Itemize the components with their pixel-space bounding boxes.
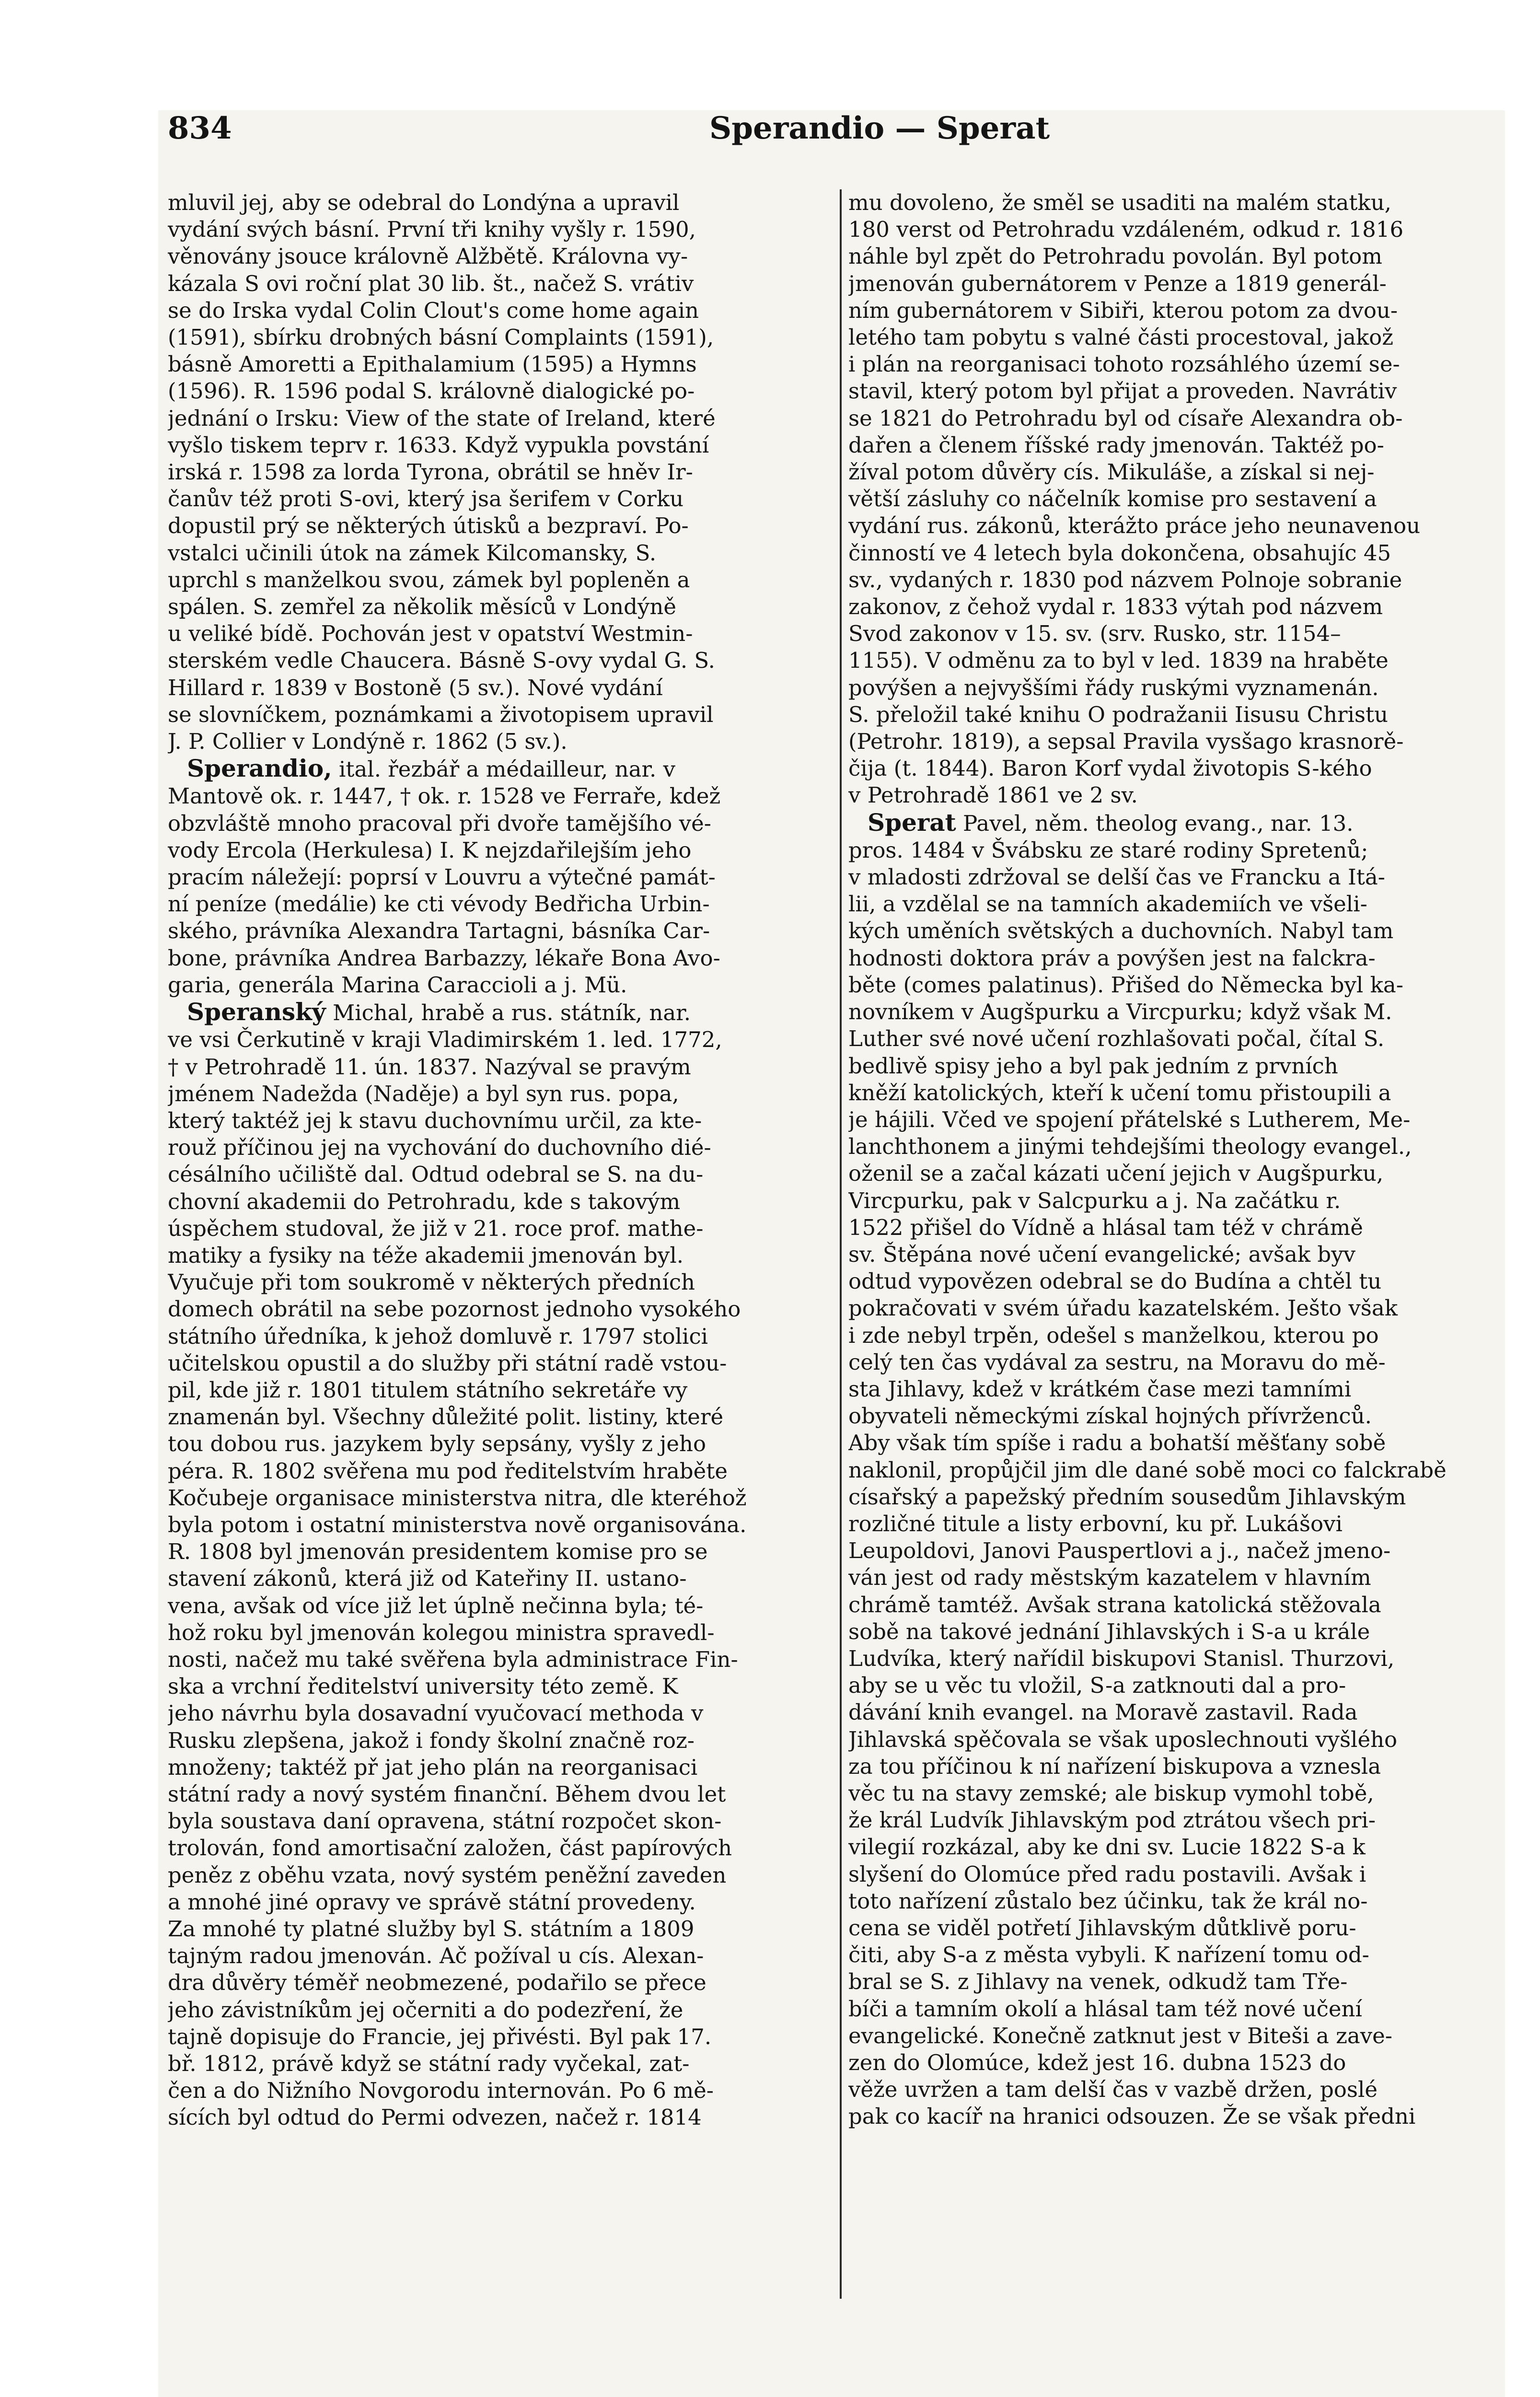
text-line: nosti, načež mu také svěřena byla administrace Fin- xyxy=(168,1646,738,1672)
text-line: Kočubeje organisace ministerstva nitra, dle kteréhož xyxy=(168,1485,747,1511)
text-line: vydání rus. zákonů, kterážto práce jeho neunavenou xyxy=(848,513,1421,539)
text-line: toto nařízení zůstalo bez účinku, tak že král no- xyxy=(848,1888,1368,1914)
text-line: je hájili. Včed ve spojení přátelské s Lutherem, Me- xyxy=(848,1106,1411,1132)
entry-text: ital. řezbář a médailleur, nar. v xyxy=(332,756,676,782)
text-line: dávání knih evangel. na Moravě zastavil. Rada xyxy=(848,1699,1358,1725)
text-line: lanchthonem a jinými tehdejšími theology evangel., xyxy=(848,1134,1412,1160)
text-line: mluvil jej, aby se odebral do Londýna a upravil xyxy=(168,190,680,215)
speransky-entry xyxy=(168,999,827,2131)
text-line: tajně dopisuje do Francie, jej přivésti. Byl pak 17. xyxy=(168,2024,712,2049)
text-line: odtud vypovězen odebral se do Budína a chtěl tu xyxy=(848,1268,1382,1294)
text-line: oženil se a začal kázati učení jejich v Augšpurku, xyxy=(848,1161,1384,1187)
text-line: sících byl odtud do Permi odvezen, načež r. 1814 xyxy=(168,2105,702,2130)
text-line: slyšení do Olomúce před radu postavili. Avšak i xyxy=(848,1861,1366,1887)
entry-headword: Speranský xyxy=(187,999,326,1026)
text-line: se 1821 do Petrohradu byl od císaře Alexandra ob- xyxy=(848,405,1403,431)
text-line: sta Jihlavy, kdež v krátkém čase mezi tamními xyxy=(848,1376,1352,1402)
text-line: 180 verst od Petrohradu vzdáleném, odkud r. 1816 xyxy=(848,217,1404,243)
text-line: Svod zakonov v 15. sv. (srv. Rusko, str. 1154– xyxy=(848,621,1341,647)
text-line: císařský a papežský předním sousedům Jihlavským xyxy=(848,1484,1406,1510)
text-line: rozličné titule a listy erbovní, ku př. Lukášovi xyxy=(848,1511,1343,1536)
entry-text: Pavel, něm. theolog evang., nar. 13. xyxy=(956,810,1354,836)
text-line: † v Petrohradě 11. ún. 1837. Nazýval se pravým xyxy=(168,1054,691,1080)
text-line: vstalci učinili útok na zámek Kilcomansky, S. xyxy=(168,540,657,566)
text-line: bedlivě spisy jeho a byl pak jedním z prvních xyxy=(848,1053,1338,1079)
text-line: ním gubernátorem v Sibiři, kterou potom za dvou- xyxy=(848,297,1398,323)
text-line: ska a vrchní ředitelství university této země. K xyxy=(168,1674,678,1699)
text-line: péra. R. 1802 svěřena mu pod ředitelstvím hraběte xyxy=(168,1458,728,1484)
text-line: stavil, který potom byl přijat a proveden. Navrátiv xyxy=(848,378,1397,404)
text-line: tajným radou jmenován. Ač požíval u cís. Alexan- xyxy=(168,1943,704,1969)
text-line: jménem Nadežda (Naděje) a byl syn rus. popa, xyxy=(168,1081,679,1106)
text-line: bone, právníka Andrea Barbazzy, lékaře Bona Avo- xyxy=(168,945,720,971)
text-line: větší zásluhy co náčelník komise pro sestavení a xyxy=(848,486,1377,512)
text-line: dra důvěry téměř neobmezené, podařilo se přece xyxy=(168,1970,706,1996)
text-line: čiti, aby S-a z města vybyli. K nařízení tomu od- xyxy=(848,1942,1369,1968)
text-line: dařen a členem říšské rady jmenován. Taktéž po- xyxy=(848,432,1384,458)
text-line: evangelické. Konečně zatknut jest v Biteši a zave- xyxy=(848,2023,1392,2048)
text-line: ve vsi Čerkutině v kraji Vladimirském 1. led. 1772, xyxy=(168,1027,722,1053)
text-line: pil, kde již r. 1801 titulem státního sekretáře vy xyxy=(168,1377,688,1403)
speransky-entry-continuation xyxy=(848,189,1507,809)
text-line: jeho závistníkům jej očerniti a do podezření, že xyxy=(168,1997,683,2023)
text-line: žíval potom důvěry cís. Mikuláše, a získal si nej- xyxy=(848,459,1375,485)
text-line: dopustil prý se některých útisků a bezpraví. Po- xyxy=(168,513,689,539)
text-line: zen do Olomúce, kdež jest 16. dubna 1523 do xyxy=(848,2050,1346,2076)
text-line xyxy=(168,999,827,1026)
text-line: trolován, fond amortisační založen, část papírových xyxy=(168,1835,732,1861)
text-line: vyšlo tiskem teprv r. 1633. Když vypukla povstání xyxy=(168,432,709,458)
text-line: (1591), sbírku drobných básní Complaints (1591), xyxy=(168,325,714,350)
text-line: v Petrohradě 1861 ve 2 sv. xyxy=(848,782,1138,808)
text-line: garia, generála Marina Caraccioli a j. Mü. xyxy=(168,972,627,998)
text-line: se slovníčkem, poznámkami a životopisem upravil xyxy=(168,701,714,727)
text-line: Vyučuje při tom soukromě v některých předních xyxy=(168,1269,695,1295)
text-line: úspěchem studoval, že již v 21. roce prof. mathe- xyxy=(168,1215,704,1241)
text-line: i plán na reorganisaci tohoto rozsáhlého území se- xyxy=(848,351,1400,377)
text-line: byla potom i ostatní ministerstva nově organisována. xyxy=(168,1512,747,1537)
text-line: pak co kacíř na hranici odsouzen. Že se však předni xyxy=(848,2104,1416,2129)
text-line: byla soustava daní opravena, státní rozpočet skon- xyxy=(168,1808,722,1834)
text-line: Hillard r. 1839 v Bostoně (5 sv.). Nové vydání xyxy=(168,675,663,700)
text-line: Vircpurku, pak v Salcpurku a j. Na začátku r. xyxy=(848,1187,1341,1213)
text-line: aby se u věc tu vložil, S-a zatknouti dal a pro- xyxy=(848,1673,1346,1699)
text-line: čen a do Nižního Novgorodu internován. Po 6 mě- xyxy=(168,2078,714,2104)
text-line: R. 1808 byl jmenován presidentem komise pro se xyxy=(168,1539,708,1565)
text-line: 1155). V odměnu za to byl v led. 1839 na hraběte xyxy=(848,648,1389,674)
text-line: cena se viděl potřetí Jihlavským důtklivě poru- xyxy=(848,1915,1356,1941)
text-line: (Petrohr. 1819), a sepsal Pravila vysšago krasnorě- xyxy=(848,729,1404,755)
text-line: S. přeložil také knihu O podražanii Iisusu Christu xyxy=(848,701,1389,727)
text-line: lii, a vzdělal se na tamních akademiích ve všeli- xyxy=(848,891,1367,917)
text-line: tou dobou rus. jazykem byly sepsány, vyšly z jeho xyxy=(168,1431,706,1457)
text-line: (1596). R. 1596 podal S. královně dialogické po- xyxy=(168,378,695,404)
text-line: že král Ludvík Jihlavským pod ztrátou všech pri- xyxy=(848,1807,1376,1833)
running-head: Sperandio — Sperat xyxy=(709,110,1050,146)
spenser-entry-continuation xyxy=(168,189,827,755)
text-line: obzvláště mnoho pracoval při dvoře tamějšího vé- xyxy=(168,810,711,836)
text-line: pros. 1484 v Švábsku ze staré rodiny Spretenů; xyxy=(848,837,1368,863)
text-line: Mantově ok. r. 1447, † ok. r. 1528 ve Ferraře, kdež xyxy=(168,783,721,809)
text-line: sv. Štěpána nové učení evangelické; avšak byv xyxy=(848,1241,1356,1267)
text-line: hodnosti doktora práv a povýšen jest na falckra- xyxy=(848,945,1376,971)
text-line: se do Irska vydal Colin Clout's come home again xyxy=(168,297,699,323)
text-line: césálního učiliště dal. Odtud odebral se S. na du- xyxy=(168,1162,704,1187)
text-line: vody Ercola (Herkulesa) I. K nejzdařilejším jeho xyxy=(168,837,692,863)
text-line: naklonil, propůjčil jim dle dané sobě moci co falckrabě xyxy=(848,1457,1447,1483)
text-line: státní rady a nový systém finanční. Během dvou let xyxy=(168,1781,726,1807)
text-line: uprchl s manželkou svou, zámek byl popleněn a xyxy=(168,567,690,593)
text-line: J. P. Collier v Londýně r. 1862 (5 sv.). xyxy=(168,729,567,755)
text-line: sobě na takové jednání Jihlavských i S-a u krále xyxy=(848,1618,1370,1644)
scan-margin xyxy=(0,0,72,2397)
text-line: učitelskou opustil a do služby při státní radě vstou- xyxy=(168,1350,727,1376)
page-number: 834 xyxy=(168,110,232,146)
text-line: kých uměních světských a duchovních. Nabyl tam xyxy=(848,918,1394,944)
text-line xyxy=(848,809,1507,837)
text-line: vena, avšak od více již let úplně nečinna byla; té- xyxy=(168,1593,704,1618)
text-line: věc tu na stavy zemské; ale biskup vymohl tobě, xyxy=(848,1780,1374,1806)
text-line: náhle byl zpět do Petrohradu povolán. Byl potom xyxy=(848,244,1382,269)
text-line: novníkem v Augšpurku a Vircpurku; když však M. xyxy=(848,999,1392,1025)
text-line: jednání o Irsku: View of the state of Ireland, které xyxy=(168,405,716,431)
sperandio-entry xyxy=(168,755,827,999)
text-line: celý ten čas vydával za sestru, na Moravu do mě- xyxy=(848,1349,1386,1375)
text-line: v mladosti zdržoval se delší čas ve Francku a Itá- xyxy=(848,864,1385,890)
text-line: věnovány jsouce královně Alžbětě. Královna vy- xyxy=(168,244,688,269)
text-line: domech obrátil na sebe pozornost jednoho vysokého xyxy=(168,1296,741,1322)
text-line: mu dovoleno, že směl se usaditi na malém statku, xyxy=(848,190,1391,215)
text-line: kázala S ovi roční plat 30 lib. št., načež S. vrátiv xyxy=(168,270,694,296)
text-line: ského, právníka Alexandra Tartagni, básníka Car- xyxy=(168,918,710,944)
column-divider xyxy=(840,189,842,2299)
text-line: kněží katolických, kteří k učení tomu přistoupili a xyxy=(848,1080,1391,1105)
text-line: a mnohé jiné opravy ve správě státní provedeny. xyxy=(168,1889,696,1915)
text-line: státního úředníka, k jehož domluvě r. 1797 stolici xyxy=(168,1323,708,1349)
left-column xyxy=(168,189,827,2304)
text-line: ván jest od rady městským kazatelem v hlavním xyxy=(848,1565,1371,1591)
text-line: peněz z oběhu vzata, nový systém peněžní zaveden xyxy=(168,1862,727,1888)
text-line: stavení zákonů, která již od Kateřiny II. ustano- xyxy=(168,1566,687,1592)
text-line: jmenován gubernátorem v Penze a 1819 generál- xyxy=(848,270,1387,296)
page-header xyxy=(168,110,1505,168)
text-line: čanův též proti S-ovi, který jsa šerifem v Corku xyxy=(168,486,684,512)
text-line: spálen. S. zemřel za několik měsíců v Londýně xyxy=(168,594,676,620)
text-line: pokračovati v svém úřadu kazatelském. Ješto však xyxy=(848,1295,1398,1321)
text-line: letého tam pobytu s valné části procestoval, jakož xyxy=(848,325,1393,350)
text-line: irská r. 1598 za lorda Tyrona, obrátil se hněv Ir- xyxy=(168,459,693,485)
entry-text: Michal, hrabě a rus. státník, nar. xyxy=(325,1000,691,1026)
text-line: množeny; taktéž př jat jeho plán na reorganisaci xyxy=(168,1754,698,1780)
text-line: Rusku zlepšena, jakož i fondy školní značně roz- xyxy=(168,1727,695,1753)
entry-headword: Sperandio, xyxy=(187,755,332,783)
text-line: činností ve 4 letech byla dokončena, obsahujíc 45 xyxy=(848,540,1391,566)
text-line: zakonov, z čehož vydal r. 1833 výtah pod názvem xyxy=(848,594,1383,620)
text-line: hož roku byl jmenován kolegou ministra spravedl- xyxy=(168,1619,715,1645)
text-line: Za mnohé ty platné služby byl S. státním a 1809 xyxy=(168,1916,695,1942)
text-line: bíči a tamním okolí a hlásal tam též nové učení xyxy=(848,1996,1362,2022)
text-line xyxy=(168,755,827,783)
text-line: sterském vedle Chaucera. Básně S-ovy vydal G. S. xyxy=(168,648,715,674)
text-line: který taktéž jej k stavu duchovnímu určil, za kte- xyxy=(168,1107,702,1133)
sperat-entry xyxy=(848,809,1507,2130)
text-line: za tou příčinou k ní nařízení biskupova a vznesla xyxy=(848,1753,1381,1779)
text-line: běte (comes palatinus). Přišed do Německa byl ka- xyxy=(848,972,1403,998)
text-line: znamenán byl. Všechny důležité polit. listiny, které xyxy=(168,1404,724,1430)
text-line: Luther své nové učení rozhlašovati počal, čítal S. xyxy=(848,1026,1385,1052)
text-line: Jihlavská spěčovala se však uposlechnouti vyšlého xyxy=(848,1726,1398,1752)
text-line: jeho návrhu byla dosavadní vyučovací methoda v xyxy=(168,1700,704,1726)
text-line: sv., vydaných r. 1830 pod názvem Polnoje sobranie xyxy=(848,567,1402,593)
text-line: obyvateli německými získal hojných přívrženců. xyxy=(848,1403,1372,1429)
text-line: povýšen a nejvyššími řády ruskými vyznamenán. xyxy=(848,675,1379,700)
right-column xyxy=(848,189,1507,2304)
text-line: Leupoldovi, Janovi Pauspertlovi a j., načež jmeno- xyxy=(848,1538,1391,1564)
text-line: u veliké bídě. Pochován jest v opatství Westmin- xyxy=(168,621,693,647)
text-line: básně Amoretti a Epithalamium (1595) a Hymns xyxy=(168,351,697,377)
text-line: rouž příčinou jej na vychování do duchovního dié- xyxy=(168,1135,711,1161)
text-line: bř. 1812, právě když se státní rady vyčekal, zat- xyxy=(168,2051,690,2077)
text-line: vilegií rozkázal, aby ke dni sv. Lucie 1822 S-a k xyxy=(848,1834,1366,1860)
text-line: vydání svých básní. První tři knihy vyšly r. 1590, xyxy=(168,217,696,243)
entry-headword: Sperat xyxy=(868,809,956,837)
text-line: 1522 přišel do Vídně a hlásal tam též v chrámě xyxy=(848,1214,1363,1240)
text-line: bral se S. z Jihlavy na venek, odkudž tam Tře- xyxy=(848,1969,1348,1995)
text-line: pracím náležejí: poprsí v Louvru a výtečné památ- xyxy=(168,864,716,890)
text-line: Aby však tím spíše i radu a bohatší měšťany sobě xyxy=(848,1430,1386,1456)
text-line: čija (t. 1844). Baron Korf vydal životopis S-kého xyxy=(848,756,1372,781)
text-line: chrámě tamtéž. Avšak strana katolická stěžovala xyxy=(848,1592,1381,1617)
text-line: chovní akademii do Petrohradu, kde s takovým xyxy=(168,1188,681,1214)
text-line: i zde nebyl trpěn, odešel s manželkou, kterou po xyxy=(848,1322,1379,1348)
text-line: věže uvržen a tam delší čas v vazbě držen, poslé xyxy=(848,2077,1378,2103)
text-line: ní peníze (medálie) ke cti vévody Bedřicha Urbin- xyxy=(168,891,710,917)
text-line: Ludvíka, který nařídil biskupovi Stanisl. Thurzovi, xyxy=(848,1645,1395,1671)
text-line: matiky a fysiky na téže akademii jmenován byl. xyxy=(168,1242,684,1268)
